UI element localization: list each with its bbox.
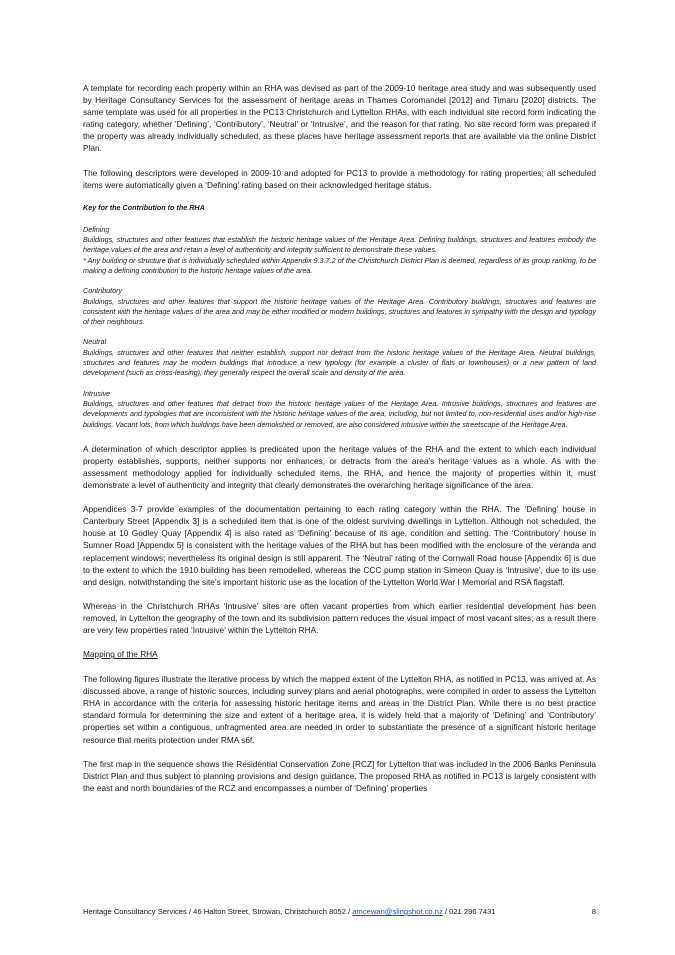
definition-defining — [83, 225, 596, 276]
definition-intrusive — [83, 389, 596, 430]
footer-address: Heritage Consultancy Services / 46 Halton Street, Strowan, Christchurch 8052 / — [83, 907, 353, 916]
page-footer — [83, 907, 596, 917]
definition-text: Buildings, structures and other features that support the historic heritage values of the Heritage Area. Contributory buildings, structures and features are consistent with the heritage values of the area and may be either modified or modern buildings, structures and features in sympathy with the design and typology of their neighbours. — [83, 296, 596, 327]
paragraph-template: A template for recording each property within an RHA was devised as part of the 2009-10 heritage area study and was subsequently used by Heritage Consultancy Services for the assessment of heritage areas in Thames Coromandel [2012] and Timaru [2020] districts. The same template was used for all properties in the PC13 Christchurch and Lyttelton RHAs, with each individual site record form indicating the rating category, whether ‘Defining’, ‘Contributory’, ‘Neutral’ or ‘Intrusive’, and the reason for that rating. No site record form was prepared if the property was already individually scheduled, as these places have heritage assessment reports that are available via the online District Plan. — [83, 83, 596, 154]
paragraph-descriptors: The following descriptors were developed in 2009-10 and adopted for PC13 to provide a methodology for rating properties; all scheduled items were automatically given a ‘Defining’ rating based on their acknowledged heritage status. — [83, 167, 596, 190]
definition-contributory — [83, 286, 596, 327]
definition-text: Buildings, structures and other features that establish the historic heritage values of the Heritage Area. Defining buildings, structures and features embody the heritage values of the area and retain a level of authenticity and integrity sufficient to demonstrate these values. — [83, 235, 596, 255]
page-number: 8 — [591, 907, 596, 916]
paragraph-mapping: The following figures illustrate the iterative process by which the mapped extent of the Lyttelton RHA, as notified in PC13, was arrived at. As discussed above, a range of historic sources, including survey plans and aerial photographs, were compiled in order to assess the Lyttelton RHA in accordance with the criteria for assessing historic heritage items and areas in the District Plan. While there is no best practice standard formula for determining the size and extent of a heritage area, it is widely held that a majority of ‘Defining’ and ‘Contributory’ properties set within a contiguous, unfragmented area are needed in order to substantiate the presence of a significant historic heritage resource that merits protection under RMA s6f. — [83, 674, 596, 745]
section-heading: Mapping of the RHA — [83, 649, 158, 660]
page-body — [83, 82, 596, 806]
definition-term: Neutral — [83, 337, 107, 347]
definition-note: * Any building or structure that is individually scheduled within Appendix 9.3.7.2 of the Christchurch District Plan is deemed, regardless of its group ranking, to be making a defining contribution to the historic heritage values of the area. — [83, 255, 596, 275]
definition-text: Buildings, structures and other features that neither establish, support nor detract from the historic heritage values of the Heritage Area. Neutral buildings, structures and features may be modern buildings that introduce a new typology (for example a cluster of flats or townhouses) or a new pattern of land development (such as cross-leasing); they generally respect the overall scale and density of the area. — [83, 347, 596, 378]
key-title: Key for the Contribution to the RHA — [83, 202, 205, 212]
paragraph-determination: A determination of which descriptor applies is predicated upon the heritage values of the RHA and the extent to which each individual property establishes, supports, neither supports nor enhances, or detracts from the area’s heritage values as a whole. As with the assessment methodology applied for individually scheduled items, the RHA, and hence the majority of properties within it, must demonstrate a level of authenticity and integrity that clearly demonstrates the overarching heritage significance of the area. — [83, 443, 596, 491]
definition-term: Defining — [83, 224, 110, 234]
footer-email-link[interactable]: amcewan@slingshot.co.nz — [352, 907, 443, 916]
definition-text: Buildings, structures and other features that detract from the historic heritage values of the Heritage Area. Intrusive buildings, structures and features are developments and typologies that are inconsistent with the historic heritage values of the area, including, but not limited to, non-residential uses and/or high-rise buildings. Vacant lots, from which buildings have been demolished or removed, are also considered intrusive within the streetscape of the Heritage Area. — [83, 398, 596, 429]
definition-term: Contributory — [83, 286, 123, 296]
paragraph-first-map: The first map in the sequence shows the Residential Conservation Zone [RCZ] for Lyttelton that was included in the 2006 Banks Peninsula District Plan and thus subject to planning provisions and design guidance. The proposed RHA as notified in PC13 is largely consistent with the east and north boundaries of the RCZ and encompasses a number of ‘Defining’ properties — [83, 758, 596, 793]
definition-neutral — [83, 337, 596, 378]
footer-phone: / 021 296 7431 — [442, 907, 496, 916]
paragraph-intrusive-sites: Whereas in the Christchurch RHAs ‘Intrusive’ sites are often vacant properties from which earlier residential development has been removed, in Lyttelton the geography of the town and its subdivision pattern reduces the visual impact of most vacant sites; as a result there are very few properties rated ‘Intrusive’ within the Lyttelton RHA. — [83, 600, 596, 636]
definition-term: Intrusive — [83, 388, 111, 398]
paragraph-appendices: Appendices 3-7 provide examples of the documentation pertaining to each rating category within the RHA. The ‘Defining’ house in Canterbury Street [Appendix 3] is a scheduled item that is one of the oldest surviving dwellings in Lyttelton. Although not scheduled, the house at 10 Godley Quay [Appendix 4] is also rated as ‘Defining’ because of its age, condition and setting. The ‘Contributory’ house in Sumner Road [Appendix 5] is consistent with the heritage values of the RHA but has been modified with the enclosure of the veranda and replacement windows; nevertheless its original design is still apparent. The ‘Neutral’ rating of the Cornwall Road house [Appendix 6] is due to the extent to which the 1910 building has been remodelled, whereas the CCC pump station in Simeon Quay is ‘Intrusive’, due to its use and design, notwithstanding the site’s important historic use as the location of the Lyttelton World War I Memorial and RSA flagstaff. — [83, 504, 596, 587]
